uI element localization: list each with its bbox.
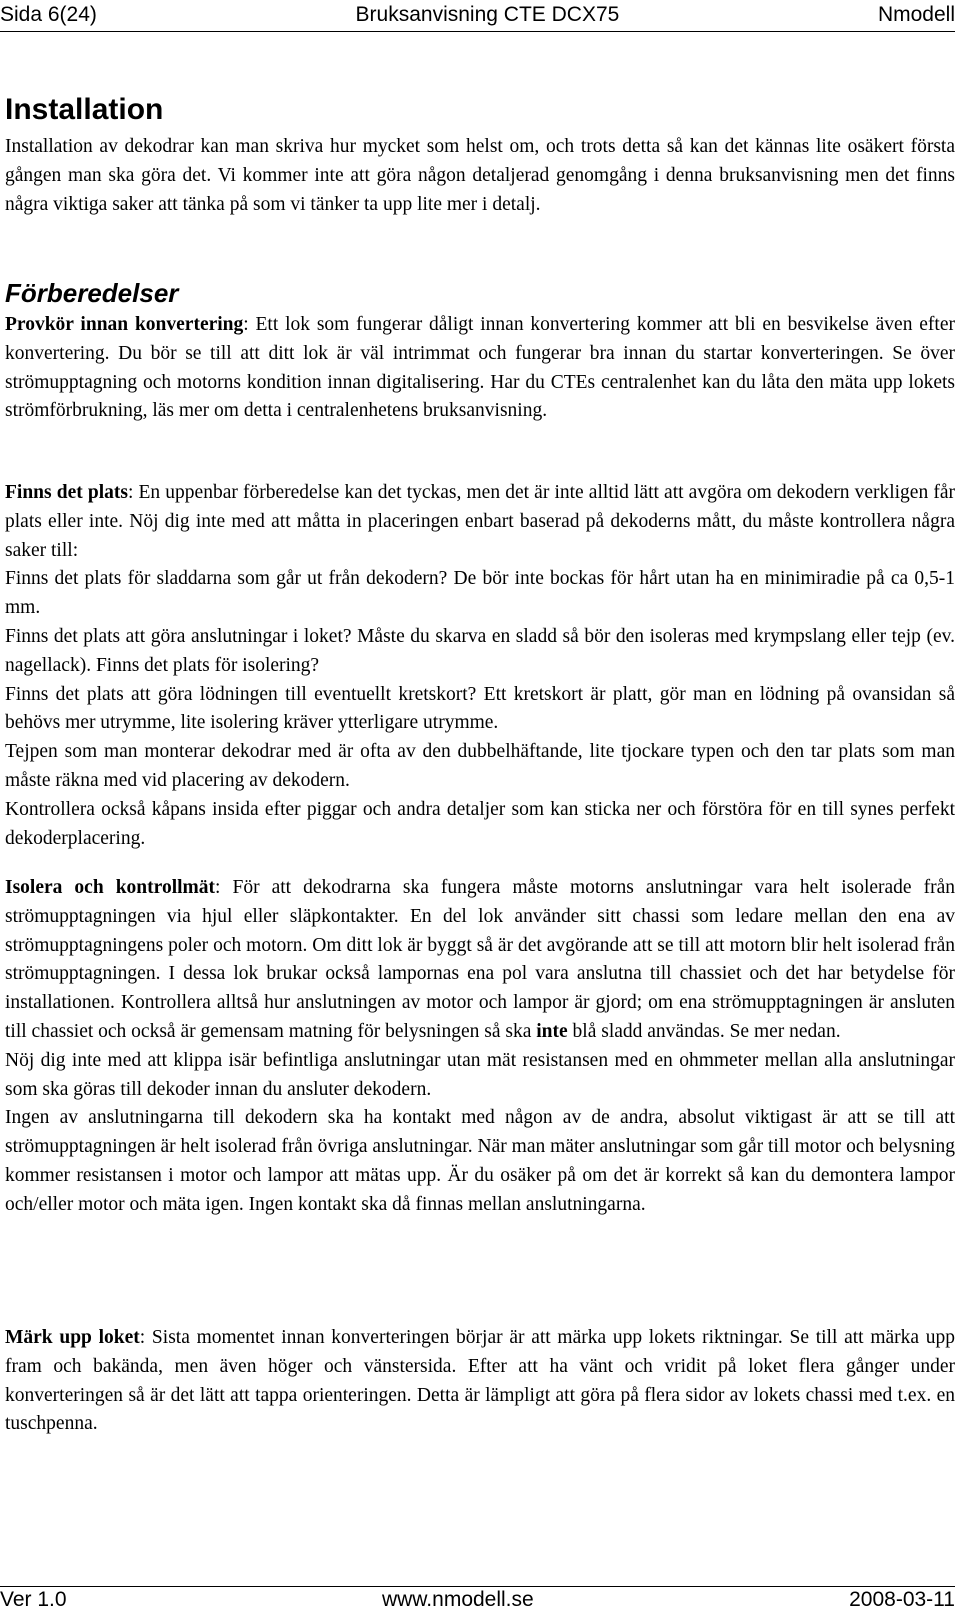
isolera-emphasis: inte	[536, 1020, 568, 1042]
plats-text: : En uppenbar förberedelse kan det tyckas, men det är inte alltid lätt att avgöra om dekodern verkligen får plats eller inte. Nöj dig inte med att måtta in placeringen enbart baserad på dekoderns mått, du måste kontrollera några saker till:	[5, 482, 955, 561]
page-header	[0, 3, 955, 27]
plats-line: Finns det plats att göra anslutningar i loket? Måste du skarva en sladd så bör den isoleras med krympslang eller tejp (ev. nagellack). Finns det plats för isolering?	[5, 625, 955, 676]
document-date: 2008-03-11	[849, 1588, 955, 1611]
header-divider	[0, 31, 955, 32]
isolera-text-before: : För att dekodrarna ska fungera måste motorns anslutningar vara helt isolerade från strömupptagningen via hjul eller släpkontakter. En del lok använder sitt chassi som ledare mellan den ena av strömupptagningens poler och motorn. Om ditt lok är byggt så är det avgörande att se till att motorn blir helt isolerad från strömupptagningen. I dessa lok brukar också lampornas ena pol vara anslutna till chassiet och det har betydelse för installationen. Kontrollera alltså hur anslutningen av motor och lampor är gjord; om ena strömupptagningen är ansluten till chassiet och också är gemensam matning för belysningen så ska	[5, 877, 955, 1042]
document-title: Bruksanvisning CTE DCX75	[355, 3, 620, 26]
plats-line: Finns det plats att göra lödningen till eventuellt kretskort? Ett kretskort är platt, gör man en lödning på ovansidan så behövs mer utrymme, lite isolering kräver ytterligare utrymme.	[5, 683, 955, 734]
mark-text: : Sista momentet innan konverteringen börjar är att märka upp lokets riktningar. Se till att märka upp fram och bakända, men även höger och vänstersida. Efter att ha vänt och vridit på loket flera gånger under konverteringen så är det lätt att tappa orienteringen. Detta är lämpligt att göra på flera sidor av lokets chassi med t.ex. en tuschpenna.	[5, 1327, 956, 1435]
isolera-line: Nöj dig inte med att klippa isär befintliga anslutningar utan mät resistansen med en ohmmeter mellan alla anslutningar som ska göras till dekoder innan du ansluter dekodern.	[5, 1049, 955, 1100]
subsection-heading: Förberedelser	[5, 278, 179, 308]
mark-paragraph	[5, 1324, 955, 1439]
intro-paragraph: Installation av dekodrar kan man skriva hur mycket som helst om, och trots detta så kan det kännas lite osäkert första gången man ska göra det. Vi kommer inte att göra någon detaljerad genomgång i denna bruksanvisning men det finns några viktiga saker att tänka på som vi tänker ta upp lite mer i detalj.	[5, 136, 955, 215]
page-number: Sida 6(24)	[0, 3, 97, 26]
section-heading: Installation	[5, 93, 164, 126]
isolera-line: Ingen av anslutningarna till dekodern ska ha kontakt med någon av de andra, absolut viktigast är att se till att strömupptagningen är helt isolerad från övriga anslutningar. När man mäter anslutningar som går till motor och belysning kommer resistansen i motor och lampor att mätas upp. Är du osäker på om det är korrekt så kan du demontera lampor och/eller motor och mäta igen. Ingen kontakt ska då finnas mellan anslutningarna.	[5, 1107, 955, 1215]
plats-paragraph	[5, 479, 955, 853]
provkor-label: Provkör innan konvertering	[5, 314, 244, 335]
provkor-text: : Ett lok som fungerar dåligt innan konvertering kommer att bli en besvikelse även efter konvertering. Du bör se till att ditt lok är väl intrimmat och fungerar bra innan du startar konverteringen. Se över strömupptagning och motorns kondition innan digitalisering. Har du CTEs centralenhet kan du låta den mäta upp lokets strömförbrukning, läs mer om detta i centralenhetens bruksanvisning.	[5, 314, 955, 422]
isolera-label: Isolera och kontrollmät	[5, 877, 216, 898]
plats-label: Finns det plats	[5, 482, 128, 503]
plats-line: Tejpen som man monterar dekodrar med är ofta av den dubbelhäftande, lite tjockare typen och den tar plats som man måste räkna med vid placering av dekodern.	[5, 741, 955, 791]
isolera-text-after: blå sladd användas. Se mer nedan.	[567, 1020, 841, 1042]
company-name: Nmodell	[877, 3, 955, 26]
isolera-paragraph	[5, 874, 955, 1220]
plats-line: Kontrollera också kåpans insida efter piggar och andra detaljer som kan sticka ner och förstöra för en till synes perfekt dekoderplacering.	[5, 798, 955, 849]
footer-divider	[0, 1586, 955, 1587]
page-footer	[0, 1588, 955, 1612]
plats-line: Finns det plats för sladdarna som går ut från dekodern? De bör inte bockas för hårt utan ha en minimiradie på ca 0,5-1 mm.	[5, 568, 955, 619]
website-link[interactable]: www.nmodell.se	[381, 1588, 534, 1611]
provkor-paragraph	[5, 311, 955, 426]
mark-label: Märk upp loket	[5, 1327, 140, 1348]
version-label: Ver 1.0	[0, 1588, 67, 1611]
